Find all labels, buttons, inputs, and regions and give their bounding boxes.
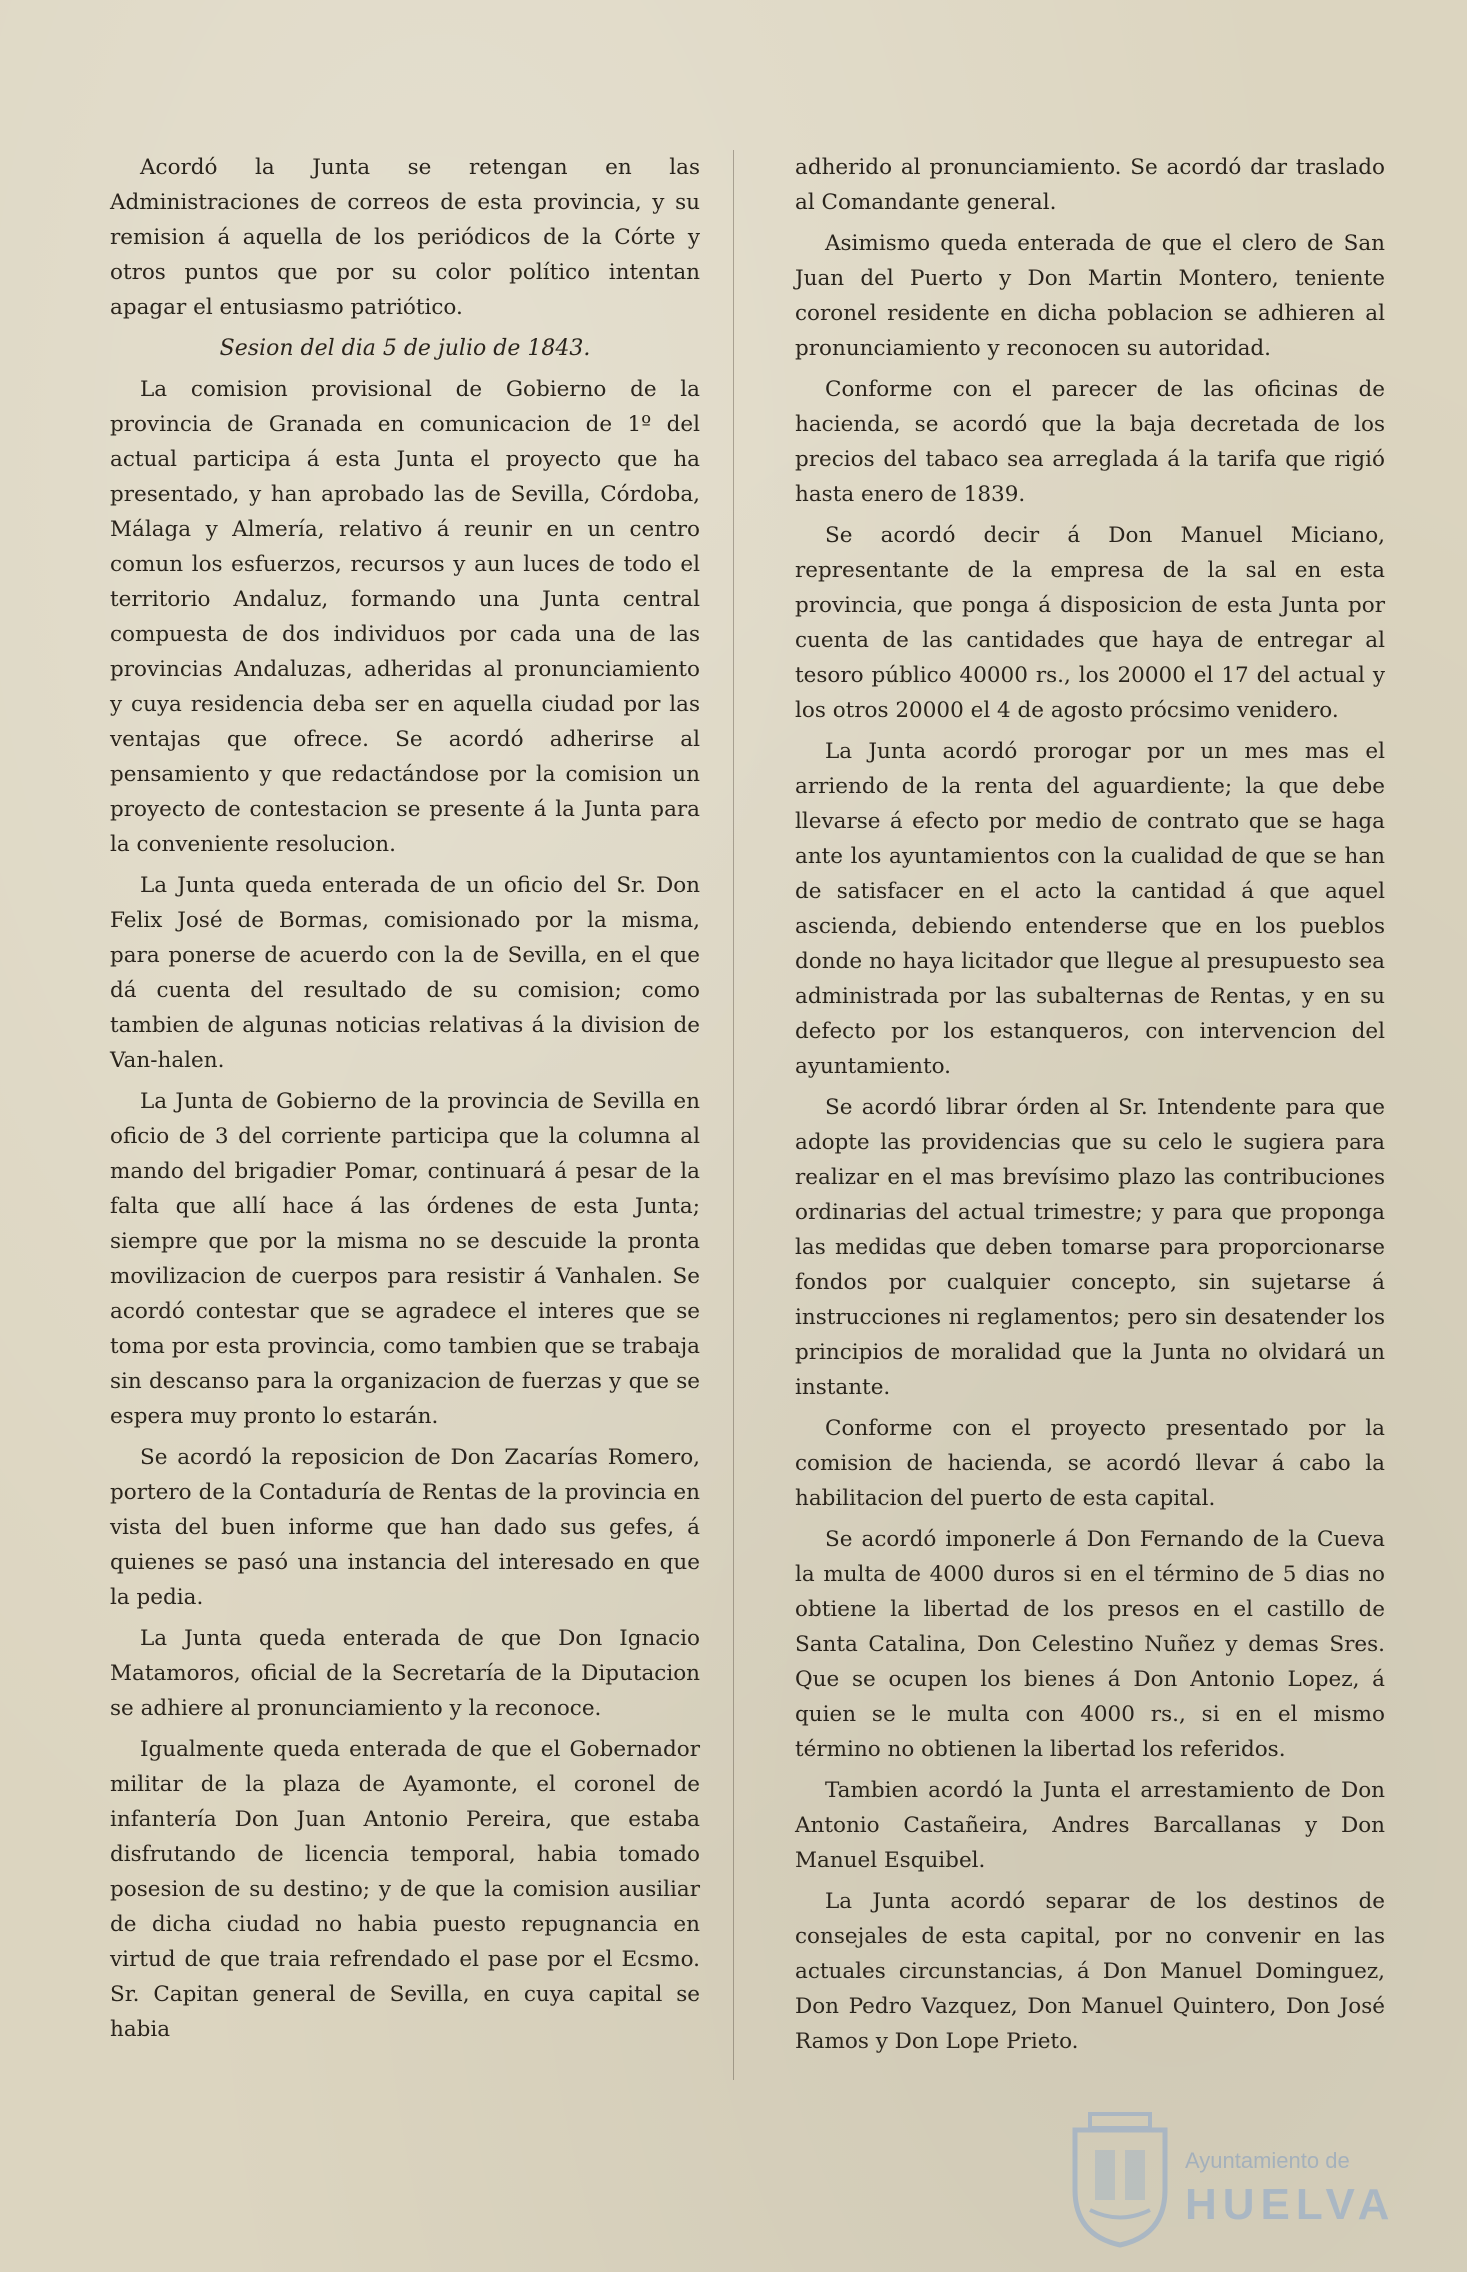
watermark-line2: HUELVA — [1185, 2180, 1396, 2229]
paragraph: Conforme con el proyecto presentado por la comision de hacienda, se acordó llevar á cabo la habilitacion del puerto de esta capital. — [795, 1416, 1385, 1511]
paragraph: Conforme con el parecer de las oficinas de hacienda, se acordó que la baja decretada de los precios del tabaco sea arreglada á la tarifa que rigió hasta enero de 1839. — [795, 377, 1385, 507]
paragraph: Se acordó librar órden al Sr. Intendente para que adopte las providencias que su celo le sugiera para realizar en el mas brevísimo plazo las contribuciones ordinarias del actual trimestre; y para que proponga las medidas que deben tomarse para proporcionarse fondos por cualquier concepto, sin sujetarse á instrucciones ni reglamentos; pero sin desatender los principios de moralidad que la Junta no olvidará un instante. — [795, 1095, 1385, 1400]
paragraph: La Junta acordó prorogar por un mes mas el arriendo de la renta del aguardiente; la que debe llevarse á efecto por medio de contrato que se haga ante los ayuntamientos con la cualidad de que se han de satisfacer en el acto la cantidad á que aquel ascienda, debiendo entenderse que en los pueblos donde no haya licitador que llegue al presupuesto sea administrada por las subalternas de Rentas, y en su defecto por los estanqueros, con intervencion del ayuntamiento. — [795, 739, 1385, 1079]
column-divider — [733, 150, 734, 2080]
paragraph: Acordó la Junta se retengan en las Administraciones de correos de esta provincia, y su remision á aquella de los periódicos de la Córte y otros puntos que por su color político intentan apagar el entusiasmo patriótico. — [110, 155, 700, 320]
left-column — [110, 150, 700, 2053]
paragraph: La Junta de Gobierno de la provincia de Sevilla en oficio de 3 del corriente participa que la columna al mando del brigadier Pomar, continuará á pesar de la falta que allí hace á las órdenes de esta Junta; siempre que por la misma no se descuide la pronta movilizacion de cuerpos para resistir á Vanhalen. Se acordó contestar que se agradece el interes que se toma por esta provincia, como tambien que se trabaja sin descanso para la organizacion de fuerzas y que se espera muy pronto lo estarán. — [110, 1089, 700, 1429]
paragraph: Asimismo queda enterada de que el clero de San Juan del Puerto y Don Martin Montero, teniente coronel residente en dicha poblacion se adhieren al pronunciamiento y reconocen su autoridad. — [795, 231, 1385, 361]
right-column — [795, 150, 1385, 2065]
paragraph: Tambien acordó la Junta el arrestamiento de Don Antonio Castañeira, Andres Barcallanas y Don Manuel Esquibel. — [795, 1778, 1385, 1873]
paragraph: La comision provisional de Gobierno de la provincia de Granada en comunicacion de 1º del actual participa á esta Junta el proyecto que ha presentado, y han aprobado las de Sevilla, Córdoba, Málaga y Almería, relativo á reunir en un centro comun los esfuerzos, recursos y aun luces de todo el territorio Andaluz, formando una Junta central compuesta de dos individuos por cada una de las provincias Andaluzas, adheridas al pronunciamiento y cuya residencia deba ser en aquella ciudad por las ventajas que ofrece. Se acordó adherirse al pensamiento y que redactándose por la comision un proyecto de contestacion se presente á la Junta para la conveniente resolucion. — [110, 377, 700, 857]
paragraph: La Junta acordó separar de los destinos de consejales de esta capital, por no convenir en las actuales circunstancias, á Don Manuel Dominguez, Don Pedro Vazquez, Don Manuel Quintero, Don José Ramos y Don Lope Prieto. — [795, 1889, 1385, 2054]
paragraph: Se acordó decir á Don Manuel Miciano, representante de la empresa de la sal en esta provincia, que ponga á disposicion de esta Junta por cuenta de las cantidades que haya de entregar al tesoro público 40000 rs., los 20000 el 17 del actual y los otros 20000 el 4 de agosto prócsimo venidero. — [795, 523, 1385, 723]
session-heading: Sesion del dia 5 de julio de 1843. — [219, 336, 591, 361]
paragraph: Se acordó la reposicion de Don Zacarías Romero, portero de la Contaduría de Rentas de la provincia en vista del buen informe que han dado sus gefes, á quienes se pasó una instancia del interesado en que la pedia. — [110, 1445, 700, 1610]
paragraph: adherido al pronunciamiento. Se acordó dar traslado al Comandante general. — [795, 155, 1385, 215]
paragraph: La Junta queda enterada de un oficio del Sr. Don Felix José de Bormas, comisionado por la misma, para ponerse de acuerdo con la de Sevilla, en el que dá cuenta del resultado de su comision; como tambien de algunas noticias relativas á la division de Van-halen. — [110, 873, 700, 1073]
watermark-line1: Ayuntamiento de — [1185, 2148, 1350, 2173]
coat-of-arms-icon — [1065, 2110, 1175, 2250]
paragraph: Se acordó imponerle á Don Fernando de la Cueva la multa de 4000 duros si en el término de 5 dias no obtiene la libertad de los presos en el castillo de Santa Catalina, Don Celestino Nuñez y demas Sres. Que se ocupen los bienes á Don Antonio Lopez, á quien se le multa con 4000 rs., si en el mismo término no obtienen la libertad los referidos. — [795, 1527, 1385, 1762]
paragraph: Igualmente queda enterada de que el Gobernador militar de la plaza de Ayamonte, el coronel de infantería Don Juan Antonio Pereira, que estaba disfrutando de licencia temporal, habia tomado posesion de su destino; y de que la comision ausiliar de dicha ciudad no habia puesto repugnancia en virtud de que traia refrendado el pase por el Ecsmo. Sr. Capitan general de Sevilla, en cuya capital se habia — [110, 1737, 700, 2042]
paragraph: La Junta queda enterada de que Don Ignacio Matamoros, oficial de la Secretaría de la Diputacion se adhiere al pronunciamiento y la reconoce. — [110, 1626, 700, 1721]
ayuntamiento-watermark — [1065, 2110, 1405, 2260]
